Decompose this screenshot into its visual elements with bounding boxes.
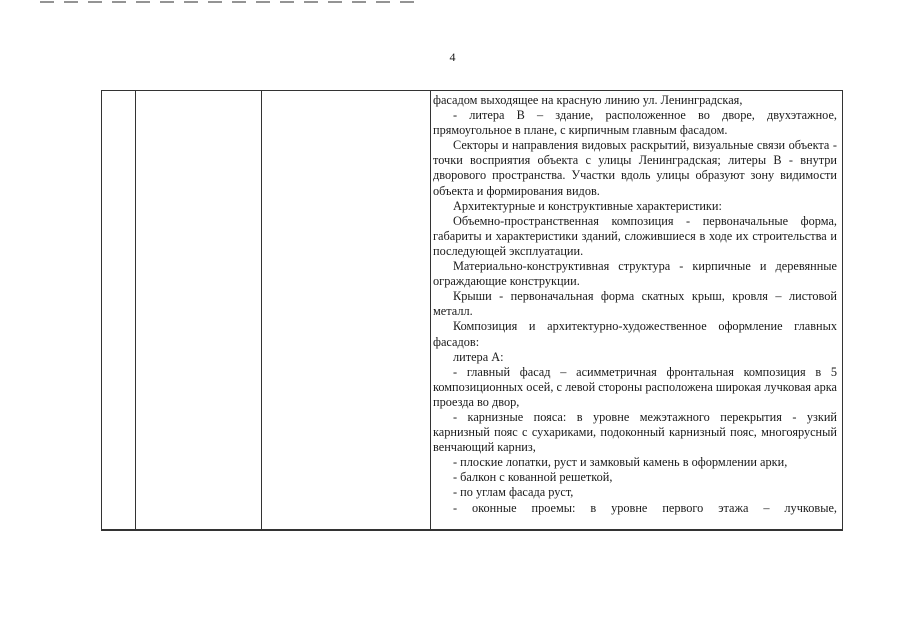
table-border-right	[842, 90, 843, 530]
paragraph: Объемно-пространственная композиция - первоначальные форма, габариты и характеристики зданий, сложившиеся в ходе их строительства и последующей эксплуатации.	[433, 213, 837, 258]
table-column-divider-4	[430, 90, 431, 530]
paragraph: - балкон с кованной решеткой,	[453, 470, 613, 485]
page-number: 4	[449, 50, 456, 64]
paragraph: Крыши - первоначальная форма скатных крыш, кровля – листовой металл.	[433, 289, 837, 319]
paragraph: - главный фасад – асимметричная фронтальная композиция в 5 композиционных осей, с левой стороны расположена широкая лучковая арка проезда во двор,	[433, 364, 837, 409]
description-cell	[433, 93, 837, 530]
paragraph: Материально-конструктивная структура - кирпичные и деревянные ограждающие конструкции.	[433, 259, 837, 289]
paragraph: - плоские лопатки, руст и замковый камень в оформлении арки,	[453, 455, 788, 470]
table-column-divider-2	[135, 90, 136, 530]
paragraph: - по углам фасада руст,	[453, 485, 574, 500]
paragraph: литера А:	[453, 349, 504, 364]
paragraph: Секторы и направления видовых раскрытий, визуальные связи объекта - точки восприятия объекта с улицы Ленинградская; литеры В - внутри дворового пространства. Участки вдоль улицы образуют зону видимости объекта и формирования видов.	[433, 138, 837, 198]
paragraph: - оконные проемы: в уровне первого этажа – лучковые,	[453, 500, 837, 515]
paragraph: Архитектурные и конструктивные характеристики:	[453, 198, 722, 213]
paragraph: - карнизные пояса: в уровне межэтажного перекрытия - узкий карнизный пояс с сухариками, подоконный карнизный пояс, многоярусный венчающий карниз,	[433, 409, 837, 455]
top-dashed-line	[40, 0, 420, 4]
paragraph: фасадом выходящее на красную линию ул. Ленинградская,	[433, 93, 743, 107]
paragraph: - литера В – здание, расположенное во дворе, двухэтажное, прямоугольное в плане, с кирпичным главным фасадом.	[433, 108, 837, 138]
paragraph: Композиция и архитектурно-художественное оформление главных фасадов:	[433, 319, 837, 349]
table-border-top	[101, 90, 843, 91]
table-column-divider-3	[261, 90, 262, 530]
table-column-divider-1	[101, 90, 102, 530]
